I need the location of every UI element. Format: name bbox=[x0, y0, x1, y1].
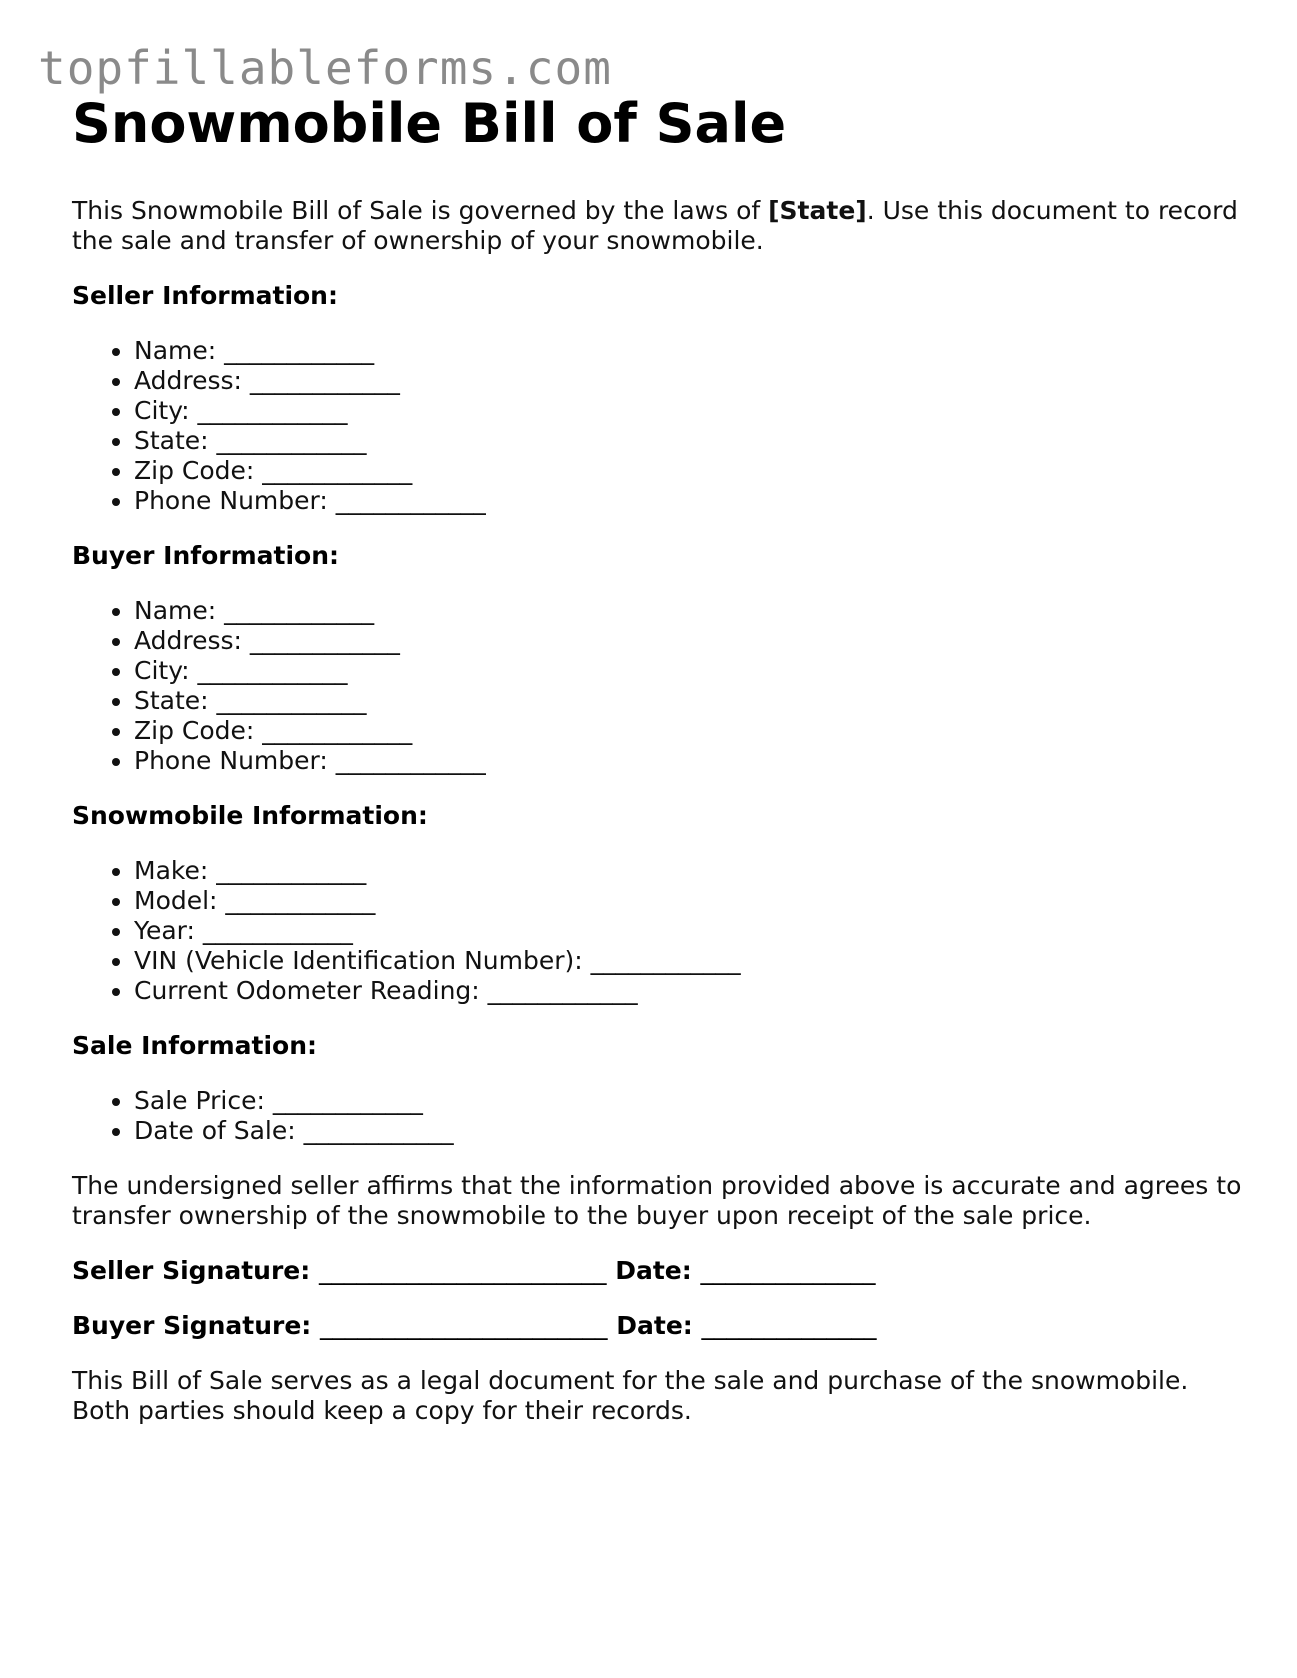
watermark: topfillableforms.com bbox=[38, 41, 612, 95]
seller-name-field[interactable]: • Name: ____________ bbox=[134, 336, 1252, 366]
buyer-signature-row bbox=[72, 1311, 1252, 1341]
sale-price-field[interactable]: • Sale Price: ____________ bbox=[134, 1086, 1252, 1116]
buyer-name-field[interactable]: • Name: ____________ bbox=[134, 596, 1252, 626]
snowmobile-model-field[interactable]: • Model: ____________ bbox=[134, 886, 1252, 916]
seller-signature-field[interactable]: _______________________ bbox=[318, 1256, 607, 1285]
sale-date-field[interactable]: • Date of Sale: ____________ bbox=[134, 1116, 1252, 1146]
sale-heading: Sale Information: bbox=[72, 1031, 317, 1060]
snowmobile-make-field[interactable]: • Make: ____________ bbox=[134, 856, 1252, 886]
buyer-phone-field[interactable]: • Phone Number: ____________ bbox=[134, 746, 1252, 776]
sale-fields bbox=[72, 1086, 1252, 1146]
intro-text-before: This Snowmobile Bill of Sale is governed by the laws of bbox=[72, 196, 769, 225]
page-title: Snowmobile Bill of Sale bbox=[72, 92, 787, 155]
snowmobile-fields bbox=[72, 856, 1252, 1006]
buyer-date-field[interactable]: ______________ bbox=[701, 1311, 877, 1340]
seller-fields bbox=[72, 336, 1252, 516]
seller-phone-field[interactable]: • Phone Number: ____________ bbox=[134, 486, 1252, 516]
seller-state-field[interactable]: • State: ____________ bbox=[134, 426, 1252, 456]
closing-paragraph: This Bill of Sale serves as a legal document for the sale and purchase of the snowmobile. Both parties should keep a copy for their records. bbox=[72, 1366, 1189, 1425]
seller-heading: Seller Information: bbox=[72, 281, 338, 310]
snowmobile-year-field[interactable]: • Year: ____________ bbox=[134, 916, 1252, 946]
document-body bbox=[72, 92, 1252, 1426]
buyer-city-field[interactable]: • City: ____________ bbox=[134, 656, 1252, 686]
buyer-heading: Buyer Information: bbox=[72, 541, 340, 570]
buyer-date-label: Date: bbox=[616, 1311, 693, 1340]
snowmobile-vin-field[interactable]: • VIN (Vehicle Identification Number): ____________ bbox=[134, 946, 1252, 976]
intro-text-after: . Use this document to record the sale and transfer of ownership of your snowmobile. bbox=[72, 196, 1238, 255]
intro-paragraph bbox=[72, 196, 1252, 256]
affirmation-paragraph: The undersigned seller affirms that the information provided above is accurate and agrees to transfer ownership of the snowmobile to the buyer upon receipt of the sale price. bbox=[72, 1171, 1242, 1230]
seller-address-field[interactable]: • Address: ____________ bbox=[134, 366, 1252, 396]
seller-date-field[interactable]: ______________ bbox=[700, 1256, 876, 1285]
seller-signature-label: Seller Signature: bbox=[72, 1256, 311, 1285]
snowmobile-heading: Snowmobile Information: bbox=[72, 801, 428, 830]
buyer-fields bbox=[72, 596, 1252, 776]
buyer-signature-label: Buyer Signature: bbox=[72, 1311, 312, 1340]
seller-zip-field[interactable]: • Zip Code: ____________ bbox=[134, 456, 1252, 486]
buyer-signature-field[interactable]: _______________________ bbox=[320, 1311, 608, 1340]
seller-signature-row bbox=[72, 1256, 1252, 1286]
buyer-address-field[interactable]: • Address: ____________ bbox=[134, 626, 1252, 656]
buyer-zip-field[interactable]: • Zip Code: ____________ bbox=[134, 716, 1252, 746]
snowmobile-odometer-field[interactable]: • Current Odometer Reading: ____________ bbox=[134, 976, 1252, 1006]
state-placeholder: [State] bbox=[768, 196, 867, 225]
buyer-state-field[interactable]: • State: ____________ bbox=[134, 686, 1252, 716]
seller-date-label: Date: bbox=[615, 1256, 692, 1285]
seller-city-field[interactable]: • City: ____________ bbox=[134, 396, 1252, 426]
